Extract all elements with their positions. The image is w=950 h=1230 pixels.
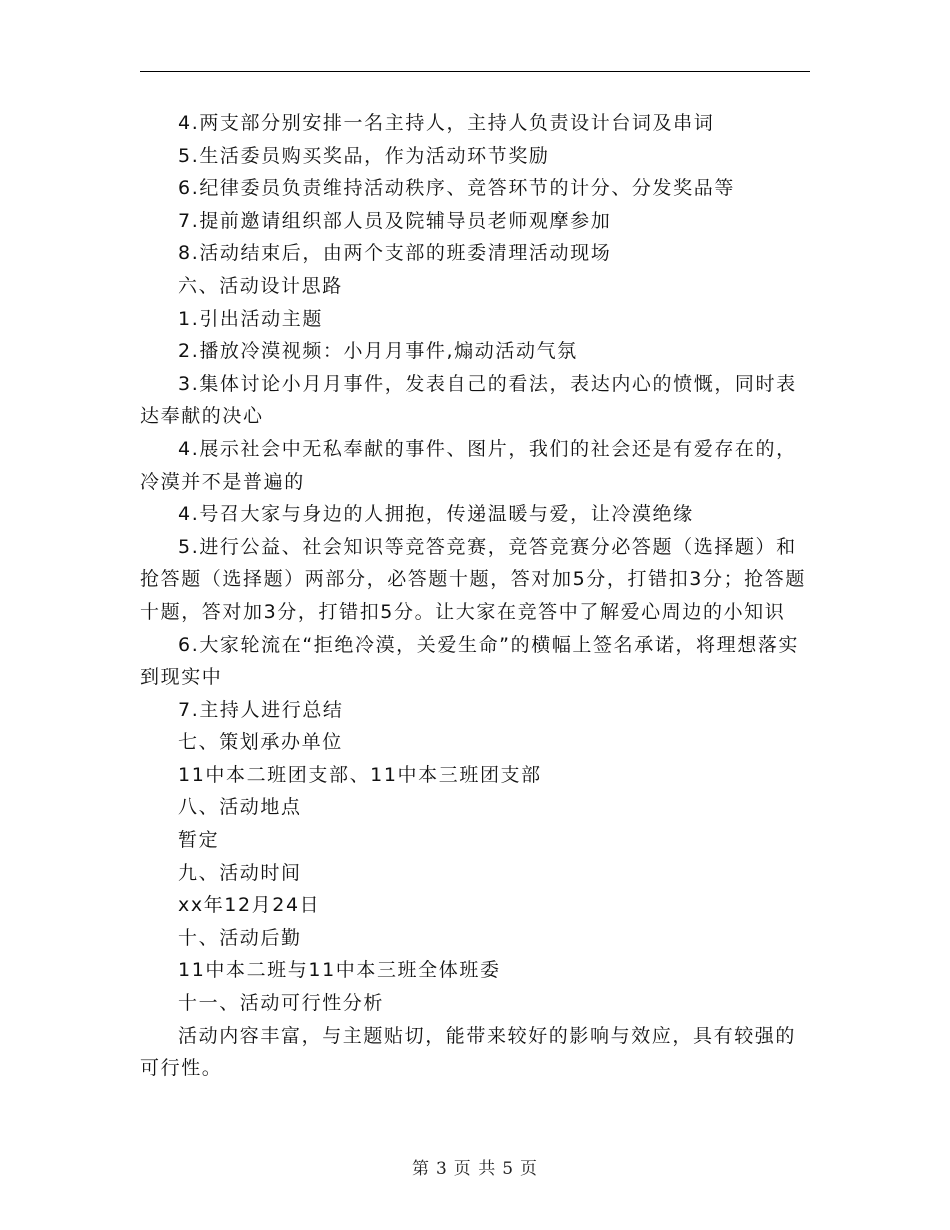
paragraph: 活动内容丰富，与主题贴切，能带来较好的影响与效应，具有较强的可行性。 [140,1024,797,1080]
section-heading: 十一、活动可行性分析 [178,992,385,1015]
footer-suffix: 页 [520,1159,539,1179]
paragraph: 5.进行公益、社会知识等竞答竞赛，竞答竞赛分必答题（选择题）和抢答题（选择题）两部分，必答题十题，答对加5分，打错扣3分；抢答题十题，答对加3分，打错扣5分。让大家在竞答中了解爱心周边的小知识 [140,535,806,623]
paragraph: 5.生活委员购买奖品，作为活动环节奖励 [178,144,550,167]
paragraph: xx年12月24日 [178,894,321,917]
paragraph: 2.播放冷漠视频：小月月事件,煽动活动气氛 [178,340,578,363]
paragraph: 3.集体讨论小月月事件，发表自己的看法，表达内心的愤慨，同时表达奉献的决心 [140,372,797,428]
paragraph: 暂定 [178,829,220,852]
section-heading: 九、活动时间 [178,861,302,884]
header-rule [140,71,810,72]
paragraph: 6.纪律委员负责维持活动秩序、竞答环节的计分、分发奖品等 [178,177,735,200]
paragraph: 1.引出活动主题 [178,307,323,330]
current-page-number: 3 [435,1159,448,1179]
paragraph: 7.提前邀请组织部人员及院辅导员老师观摩参加 [178,209,612,232]
paragraph: 11中本二班团支部、11中本三班团支部 [178,763,542,786]
paragraph: 4.两支部分别安排一名主持人，主持人负责设计台词及串词 [178,112,715,134]
paragraph: 6.大家轮流在“拒绝冷漠，关爱生命”的横幅上签名承诺，将理想落实到现实中 [140,633,800,689]
paragraph: 4.展示社会中无私奉献的事件、图片，我们的社会还是有爱存在的，冷漠并不是普遍的 [140,437,797,493]
paragraph: 11中本二班与11中本三班全体班委 [178,959,501,982]
paragraph: 7.主持人进行总结 [178,698,344,721]
section-heading: 七、策划承办单位 [178,731,343,754]
section-heading: 十、活动后勤 [178,926,302,949]
paragraph: 4.号召大家与身边的人拥抱，传递温暖与爱，让冷漠绝缘 [178,503,694,526]
footer-middle: 页 共 [453,1159,497,1179]
section-heading: 六、活动设计思路 [178,274,343,297]
paragraph: 8.活动结束后，由两个支部的班委清理活动现场 [178,242,612,265]
total-pages-number: 5 [502,1159,515,1179]
document-body [140,107,810,1085]
page-number-footer [0,1154,950,1179]
section-heading: 八、活动地点 [178,796,302,819]
footer-prefix: 第 [411,1159,430,1179]
